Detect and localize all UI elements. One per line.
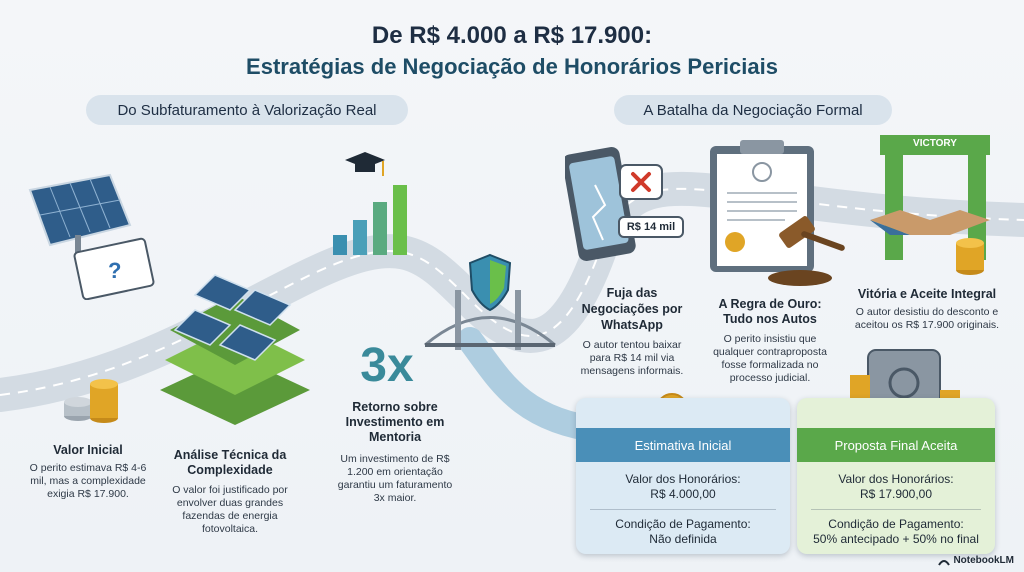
coin-stack-icon bbox=[60, 372, 130, 428]
step-title: Fuja das Negociações por WhatsApp bbox=[581, 286, 683, 332]
step-regra bbox=[712, 297, 828, 385]
step-retorno bbox=[335, 400, 455, 505]
solar-farm-icon bbox=[155, 255, 315, 430]
step-valor-inicial bbox=[28, 443, 148, 501]
step-text: Um investimento de R$ 1.200 em orientação garantiu um faturamento 3x maior. bbox=[337, 453, 453, 504]
step-title: Análise Técnica da Complexidade bbox=[173, 448, 287, 477]
step-title: A Regra de Ouro: Tudo nos Autos bbox=[718, 297, 822, 326]
step-text: O autor desistiu do desconto e aceitou os R$ 17.900 originais. bbox=[854, 306, 1000, 331]
victory-handshake-icon bbox=[860, 125, 1010, 285]
notebooklm-logo-icon bbox=[938, 556, 950, 566]
phone-icon bbox=[565, 145, 685, 265]
step-analise bbox=[160, 448, 300, 536]
page-title: De R$ 4.000 a R$ 17.900: bbox=[371, 22, 653, 49]
step-title: Valor Inicial bbox=[53, 443, 123, 457]
payment-label: Condição de Pagamento: bbox=[828, 517, 964, 531]
page-subtitle: Estratégias de Negociação de Honorários Periciais bbox=[246, 54, 778, 79]
section-left-label: Do Subfaturamento à Valorização Real bbox=[86, 95, 408, 125]
growth-chart-icon bbox=[325, 150, 425, 260]
solar-panel-icon bbox=[20, 170, 160, 300]
step-text: O autor tentou baixar para R$ 14 mil via mensagens informais. bbox=[580, 339, 684, 377]
fee-label: Valor dos Honorários: bbox=[838, 472, 954, 486]
section-right-label: A Batalha da Negociação Formal bbox=[614, 95, 892, 125]
card-header: Estimativa Inicial bbox=[576, 428, 790, 462]
legal-document-gavel-icon bbox=[705, 138, 855, 293]
bridge-shield-icon bbox=[420, 250, 560, 360]
fee-label: Valor dos Honorários: bbox=[625, 472, 741, 486]
victory-arch-label: VICTORY bbox=[913, 138, 957, 149]
step-title: Vitória e Aceite Integral bbox=[857, 287, 997, 301]
fee-value: R$ 4.000,00 bbox=[650, 487, 716, 501]
step-text: O perito insistiu que qualquer contraproposta fosse formalizada no processo judicial. bbox=[713, 333, 827, 384]
svg-text:?: ? bbox=[108, 258, 122, 283]
card-header: Proposta Final Aceita bbox=[797, 428, 995, 462]
step-title: Retorno sobre Investimento em Mentoria bbox=[345, 400, 445, 444]
card-estimativa-inicial bbox=[576, 398, 790, 554]
step-whatsapp bbox=[574, 285, 690, 378]
whatsapp-offer-badge: R$ 14 mil bbox=[618, 216, 684, 238]
payment-value: 50% antecipado + 50% no final bbox=[813, 532, 979, 546]
step-vitoria bbox=[842, 287, 1012, 332]
step-text: O perito estimava R$ 4-6 mil, mas a complexidade exigia R$ 17.900. bbox=[29, 462, 147, 500]
fee-value: R$ 17.900,00 bbox=[859, 487, 933, 501]
brand-label: NotebookLM bbox=[953, 555, 1014, 566]
roi-multiplier: 3x bbox=[360, 339, 414, 392]
notebooklm-brand bbox=[938, 555, 1014, 566]
payment-value: Não definida bbox=[649, 532, 717, 546]
step-text: O valor foi justificado por envolver duas grandes fazendas de energia fotovoltaica. bbox=[172, 484, 288, 535]
payment-label: Condição de Pagamento: bbox=[615, 517, 751, 531]
card-proposta-final bbox=[797, 398, 995, 554]
